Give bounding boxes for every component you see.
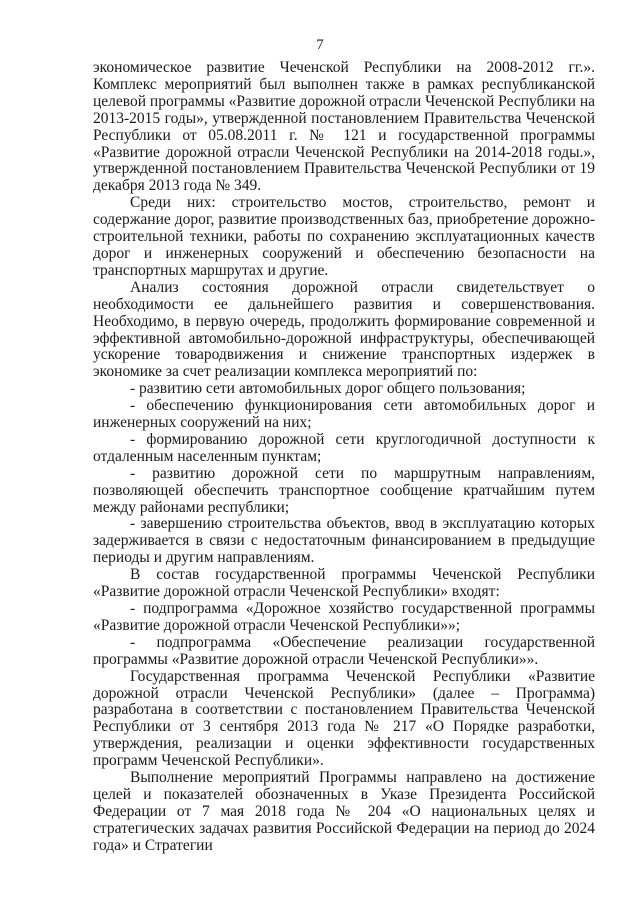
list-item: - подпрограмма «Дорожное хозяйство государственной программы «Развитие дорожной отрасли Чеченской Республики»»; [93,600,595,634]
page-number: 7 [316,37,324,53]
list-item: - обеспечению функционирования сети автомобильных дорог и инженерных сооружений на них; [93,397,595,432]
list-item: - развитию сети автомобильных дорог общего пользования; [130,380,526,398]
list-item: - развитию дорожной сети по маршрутным направлениям, позволяющей обеспечить транспортное сообщение кратчайшим путем между районами республики; [93,464,595,516]
list-item: - завершению строительства объектов, ввод в эксплуатацию которых задерживается в связи с недостаточным финансированием в предыдущие периоды и другим направлениям. [93,515,595,567]
paragraph: В состав государственной программы Чеченской Республики «Развитие дорожной отрасли Чеченской Республики» входят: [93,566,595,601]
paragraph: Выполнение мероприятий Программы направлено на достижение целей и показателей обозначенных в Указе Президента Российской Федерации от 7 мая 2018 года № 204 «О национальных целях и стратегических задачах развития Российской Федерации на период до 2024 года» и Стратегии [93,769,595,854]
paragraph: Среди них: строительство мостов, строительство, ремонт и содержание дорог, развитие производственных баз, приобретение дорожно-строительной техники, работы по сохранению эксплуатационных качеств дорог и инженерных сооружений и обеспечению безопасности на транспортных маршрутах и другие. [93,194,595,279]
list-item: - подпрограмма «Обеспечение реализации государственной программы «Развитие дорожной отрасли Чеченской Республики»». [93,633,595,668]
paragraph-continued: экономическое развитие Чеченской Республики на 2008-2012 гг.». Комплекс мероприятий был выполнен также в рамках республиканской целевой программы «Развитие дорожной отрасли Чеченской Республики на 2013-2015 годы», утвержденной постановлением Правительства Чеченской Республики от 05.08.2011 г. № 121 и государственной программы «Развитие дорожной отрасли Чеченской Республики на 2014-2018 годы.», утвержденной постановлением Правительства Чеченской Республики от 19 декабря 2013 года № 349. [93,59,595,195]
paragraph: Государственная программа Чеченской Республики «Развитие дорожной отрасли Чеченской Республики» (далее – Программа) разработана в соответствии с постановлением Правительства Чеченской Республики от 3 сентября 2013 года № 217 «О Порядке разработки, утверждения, реализации и оценки эффективности государственных программ Чеченской Республики». [93,667,595,770]
list-item: - формированию дорожной сети круглогодичной доступности к отдаленным населенным пунктам; [93,430,595,465]
document-body [93,60,595,855]
paragraph: Анализ состояния дорожной отрасли свидетельствует о необходимости ее дальнейшего развития и совершенствования. Необходимо, в первую очередь, продолжить формирование современной и эффективной автомобильно-дорожной инфраструктуры, обеспечивающей ускорение товародвижения и снижение транспортных издержек в экономике за счет реализации комплекса мероприятий по: [93,278,595,381]
